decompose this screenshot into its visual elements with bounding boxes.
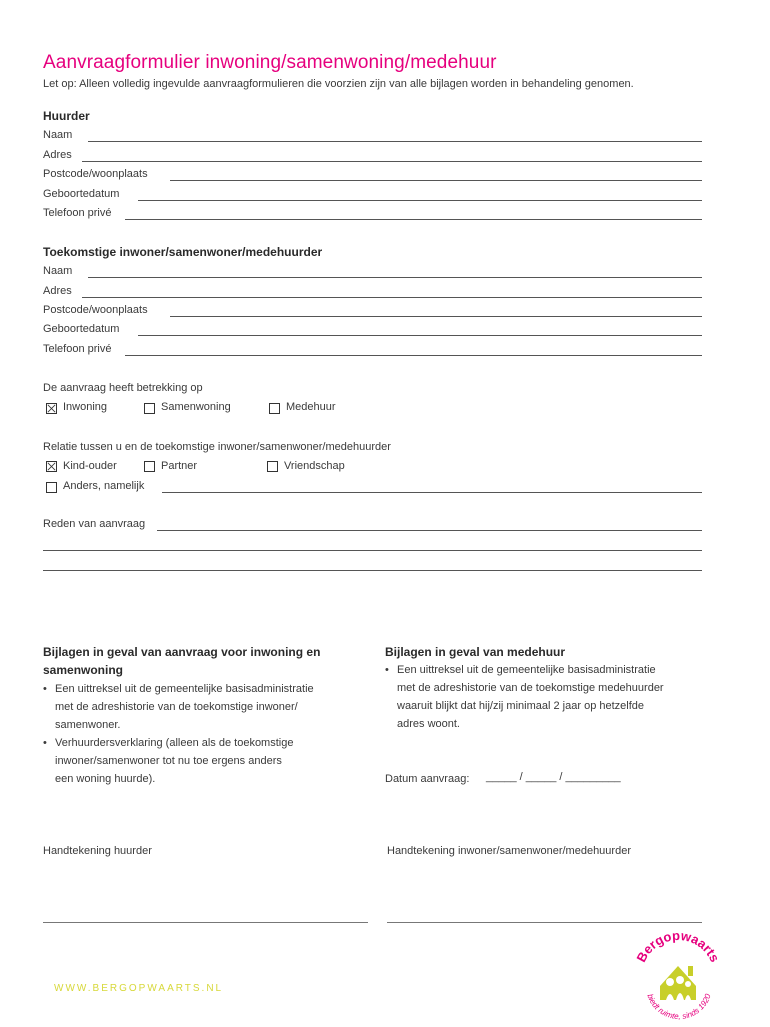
partner-checkbox[interactable] [144,461,155,472]
relatie-label: Relatie tussen u en de toekomstige inwoner/samenwoner/medehuurder [43,441,391,453]
list-item-line: • Een uittreksel uit de gemeentelijke basisadministratie [397,664,656,676]
toekomstige-telefoon-field[interactable] [125,355,702,356]
anders-checkbox[interactable] [46,482,57,493]
inwoning-checkbox[interactable] [46,403,57,414]
list-item-line: inwoner/samenwoner tot nu toe ergens anders [55,755,282,767]
huurder-geboortedatum-field[interactable] [138,200,702,201]
datum-label: Datum aanvraag: [385,773,470,785]
bijlagen-medehuur-list [385,661,715,733]
bijlagen-inwoning-list [43,680,363,788]
list-item-line: een woning huurde). [55,773,156,785]
list-item-line: adres woont. [397,718,460,730]
bergopwaarts-logo [628,926,728,1026]
toekomstige-adres-field[interactable] [82,297,702,298]
toekomstige-naam-field[interactable] [88,277,702,278]
bijlagen-inwoning-heading-line-2: samenwoning [43,663,124,677]
kind-ouder-label: Kind-ouder [63,460,117,472]
list-item-line: samenwoner. [55,719,121,731]
huurder-postcode-label: Postcode/woonplaats [43,168,148,180]
handtekening-inwoner-line[interactable] [387,922,702,923]
huurder-geboortedatum-label: Geboortedatum [43,188,120,200]
bijlagen-inwoning-heading [43,643,320,679]
betrekking-label: De aanvraag heeft betrekking op [43,382,203,394]
bijlagen-medehuur-heading: Bijlagen in geval van medehuur [385,645,566,659]
huurder-adres-label: Adres [43,149,72,161]
huurder-heading: Huurder [43,109,90,123]
toekomstige-adres-label: Adres [43,285,72,297]
reden-label: Reden van aanvraag [43,518,146,530]
footer-url[interactable]: WWW.BERGOPWAARTS.NL [54,983,224,994]
handtekening-huurder-line[interactable] [43,922,368,923]
list-item-line: • Verhuurdersverklaring (alleen als de toekomstige [55,737,294,749]
toekomstige-geboortedatum-label: Geboortedatum [43,323,120,335]
list-item-line: waaruit blijkt dat hij/zij minimaal 2 jaar op hetzelfde [397,700,645,712]
list-item-line: • Een uittreksel uit de gemeentelijke basisadministratie [55,683,314,695]
toekomstige-telefoon-label: Telefoon privé [43,343,112,355]
datum-field[interactable]: _____ / _____ / _________ [486,771,621,783]
toekomstige-geboortedatum-field[interactable] [138,335,702,336]
handtekening-huurder-label: Handtekening huurder [43,845,152,857]
huurder-telefoon-label: Telefoon privé [43,207,112,219]
toekomstige-heading: Toekomstige inwoner/samenwoner/medehuurder [43,245,323,259]
samenwoning-checkbox[interactable] [144,403,155,414]
anders-label: Anders, namelijk [63,480,145,492]
reden-field-line-3[interactable] [43,570,702,571]
partner-label: Partner [161,460,198,472]
huurder-adres-field[interactable] [82,161,702,162]
samenwoning-label: Samenwoning [161,401,231,413]
handtekening-inwoner-label: Handtekening inwoner/samenwoner/medehuurder [387,845,631,857]
reden-field-line-2[interactable] [43,550,702,551]
vriendschap-label: Vriendschap [284,460,345,472]
svg-text:Bergopwaarts: Bergopwaarts [633,927,723,965]
medehuur-label: Medehuur [286,401,336,413]
medehuur-checkbox[interactable] [269,403,280,414]
toekomstige-postcode-label: Postcode/woonplaats [43,304,148,316]
svg-text:biedt ruimte, sinds 1920: biedt ruimte, sinds 1920 [645,992,713,1022]
inwoning-label: Inwoning [63,401,108,413]
huurder-naam-field[interactable] [88,141,702,142]
page-title: Aanvraagformulier inwoning/samenwoning/medehuur [43,52,497,73]
list-item [43,680,363,734]
bijlagen-inwoning-heading-line-1: Bijlagen in geval van aanvraag voor inwoning en [43,645,321,659]
reden-field-line-1[interactable] [157,530,702,531]
kind-ouder-checkbox[interactable] [46,461,57,472]
vriendschap-checkbox[interactable] [267,461,278,472]
list-item-line: met de adreshistorie van de toekomstige medehuurder [397,682,664,694]
huurder-telefoon-field[interactable] [125,219,702,220]
list-item [43,734,363,788]
list-item [385,661,715,733]
anders-field[interactable] [162,492,702,493]
intro-note: Let op: Alleen volledig ingevulde aanvraagformulieren die voorzien zijn van alle bijlagen worden in behandeling genomen. [43,78,634,90]
huurder-naam-label: Naam [43,129,73,141]
toekomstige-naam-label: Naam [43,265,73,277]
toekomstige-postcode-field[interactable] [170,316,702,317]
list-item-line: met de adreshistorie van de toekomstige inwoner/ [55,701,298,713]
huurder-postcode-field[interactable] [170,180,702,181]
